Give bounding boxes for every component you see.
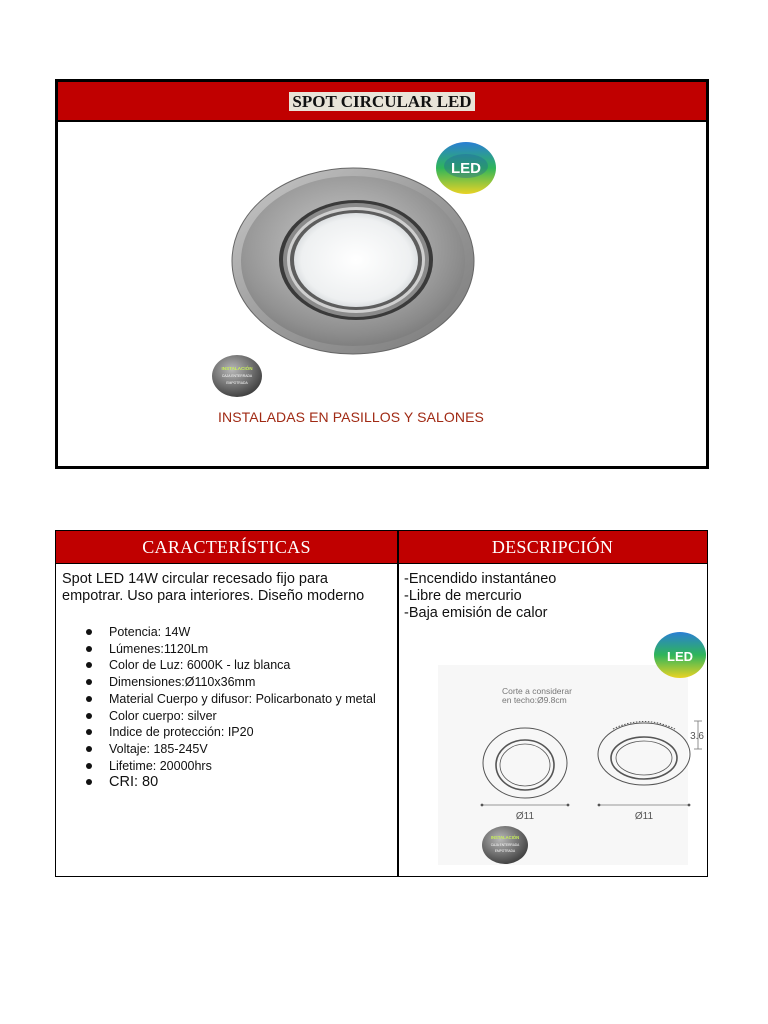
desc-item-low-heat: -Baja emisión de calor: [404, 605, 548, 621]
installation-badge-sub1: CAJA ENTERRADA: [221, 374, 253, 378]
installation-badge-text: INSTALACIÓN: [490, 835, 520, 840]
header-characteristics: CARACTERÍSTICAS: [56, 531, 397, 564]
installation-badge-icon: [211, 354, 263, 398]
led-logo-icon: [654, 632, 706, 678]
led-logo-text: LED: [667, 649, 693, 664]
spec-item-body-color: Color cuerpo: silver: [86, 708, 376, 725]
spec-item-cri: CRI: 80: [86, 774, 376, 791]
spec-item-lumens: Lúmenes:1120Lm: [86, 641, 376, 658]
led-logo-text: LED: [451, 160, 481, 177]
spec-item-material: Material Cuerpo y difusor: Policarbonato y metal: [86, 691, 376, 708]
usage-caption: INSTALADAS EN PASILLOS Y SALONES: [218, 409, 484, 425]
cut-note-line2: en techo:Ø9.8cm: [502, 695, 567, 705]
installation-badge-sub2: EMPOTRADA: [226, 381, 248, 385]
page-title: SPOT CIRCULAR LED: [289, 92, 474, 111]
spec-item-dimensions: Dimensiones:Ø110x36mm: [86, 674, 376, 691]
dimension-right-label: Ø11: [634, 811, 654, 822]
installation-badge-text: INSTALACIÓN: [221, 366, 253, 371]
spec-item-power: Potencia: 14W: [86, 624, 376, 641]
spec-table: [55, 530, 708, 877]
desc-item-mercury-free: -Libre de mercurio: [404, 588, 522, 604]
description-list: [404, 571, 556, 622]
cut-note-line1: Corte a considerar: [502, 686, 572, 696]
header-description: DESCRIPCIÓN: [398, 531, 707, 564]
installation-badge-sub2: EMPOTRADA: [494, 849, 516, 853]
led-logo-icon: [435, 141, 497, 195]
dimension-left-label: Ø11: [515, 811, 535, 822]
desc-item-instant-on: -Encendido instantáneo: [404, 571, 557, 587]
product-banner: [55, 79, 709, 469]
spec-item-lifetime: Lifetime: 20000hrs: [86, 758, 376, 775]
installation-badge-sub1: CAJA ENTERRADA: [490, 843, 520, 847]
height-label: 3.6: [690, 731, 704, 742]
spec-list: [86, 624, 376, 791]
dimension-diagram: [398, 625, 706, 875]
spec-item-protection: Indice de protección: IP20: [86, 724, 376, 741]
product-intro: Spot LED 14W circular recesado fijo para empotrar. Uso para interiores. Diseño moderno: [62, 571, 365, 604]
installation-badge-icon: [482, 826, 528, 864]
banner-header: [58, 82, 706, 122]
spec-item-light-color: Color de Luz: 6000K - luz blanca: [86, 657, 376, 674]
spec-item-voltage: Voltaje: 185-245V: [86, 741, 376, 758]
